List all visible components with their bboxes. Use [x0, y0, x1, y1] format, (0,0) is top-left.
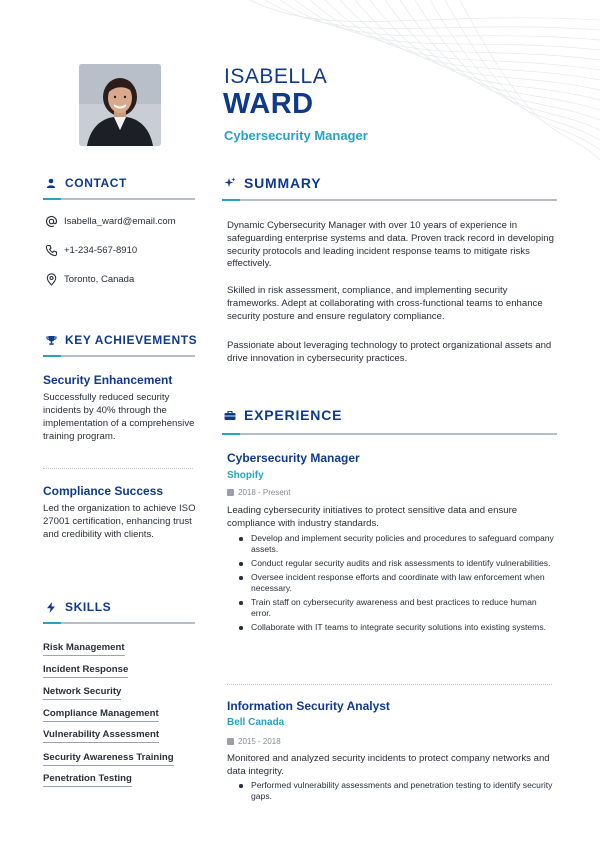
- calendar-icon: [227, 489, 234, 496]
- job-dates-text: 2018 - Present: [238, 488, 291, 497]
- experience-divider: [227, 684, 552, 685]
- job-bullet: Train staff on cybersecurity awareness and best practices to reduce human error.: [238, 597, 558, 619]
- achievement-title: Security Enhancement: [43, 373, 173, 387]
- skills-heading-label: SKILLS: [65, 600, 112, 614]
- contact-phone[interactable]: [45, 244, 137, 257]
- achievement-divider: [43, 468, 193, 469]
- achievement-title: Compliance Success: [43, 484, 164, 498]
- job-bullets: [238, 533, 558, 636]
- last-name: WARD: [223, 88, 314, 120]
- job-dates: [227, 488, 290, 497]
- job-bullet: Oversee incident response efforts and coordinate with law enforcement when necessary.: [238, 572, 558, 594]
- summary-paragraph: Passionate about leveraging technology to protect organizational assets and drive innovation in cybersecurity practices.: [227, 340, 552, 364]
- user-icon: [45, 177, 57, 189]
- phone-icon: [45, 244, 58, 257]
- job-role: Information Security Analyst: [227, 699, 390, 713]
- profile-photo: [79, 64, 161, 146]
- achievements-heading: [45, 333, 197, 347]
- contact-rule: [43, 198, 195, 200]
- skill-item: Vulnerability Assessment: [43, 729, 159, 743]
- summary-heading-label: SUMMARY: [244, 175, 322, 191]
- job-role: Cybersecurity Manager: [227, 451, 360, 465]
- skill-item: Network Security: [43, 686, 121, 700]
- skill-item: Risk Management: [43, 642, 125, 656]
- skill-item: Penetration Testing: [43, 773, 132, 787]
- job-summary: Monitored and analyzed security incidents to protect company networks and data integrity.: [227, 753, 550, 777]
- skills-rule: [43, 622, 195, 624]
- summary-heading: [224, 175, 321, 191]
- achievements-rule: [43, 355, 195, 357]
- experience-rule: [222, 433, 557, 435]
- map-pin-icon: [45, 273, 58, 286]
- achievement-description: Led the organization to achieve ISO 27001 certification, enhancing trust and credibility with clients.: [43, 503, 196, 540]
- skills-heading: [45, 600, 111, 614]
- experience-heading-label: EXPERIENCE: [244, 407, 343, 423]
- achievements-heading-label: KEY ACHIEVEMENTS: [65, 333, 198, 347]
- briefcase-icon: [224, 409, 236, 421]
- job-company: Shopify: [227, 470, 264, 481]
- summary-paragraph: Dynamic Cybersecurity Manager with over 10 years of experience in safeguarding enterprise systems and data. Proven track record in developing security protocols and leading incident response teams to mitigate risks effectively.: [227, 220, 554, 270]
- job-title: Cybersecurity Manager: [224, 128, 368, 143]
- sparkle-icon: [224, 177, 236, 189]
- job-bullet: Develop and implement security policies and procedures to safeguard company assets.: [238, 533, 558, 555]
- calendar-icon: [227, 738, 234, 745]
- job-dates: [227, 737, 281, 746]
- skill-item: Compliance Management: [43, 708, 159, 722]
- contact-location: [45, 273, 134, 286]
- job-bullets: [238, 780, 558, 805]
- job-bullet: Collaborate with IT teams to integrate security solutions into existing systems.: [238, 622, 558, 633]
- email-text: Isabella_ward@email.com: [64, 216, 176, 227]
- job-bullet: Conduct regular security audits and risk assessments to identify vulnerabilities.: [238, 558, 558, 569]
- lightning-icon: [45, 601, 57, 613]
- contact-heading: [45, 176, 127, 190]
- location-text: Toronto, Canada: [64, 274, 135, 285]
- job-dates-text: 2015 - 2018: [238, 737, 281, 746]
- job-bullet: Performed vulnerability assessments and penetration testing to identify security gaps.: [238, 780, 558, 802]
- skill-item: Incident Response: [43, 664, 128, 678]
- achievement-description: Successfully reduced security incidents by 40% through the implementation of a comprehensive training program.: [43, 392, 195, 442]
- contact-heading-label: CONTACT: [65, 176, 127, 190]
- job-company: Bell Canada: [227, 717, 285, 728]
- first-name: ISABELLA: [224, 65, 328, 88]
- phone-text: +1-234-567-8910: [64, 245, 138, 256]
- skill-item: Security Awareness Training: [43, 752, 174, 766]
- job-summary: Leading cybersecurity initiatives to protect sensitive data and ensure compliance with industry standards.: [227, 505, 518, 529]
- at-sign-icon: [45, 215, 58, 228]
- experience-heading: [224, 407, 342, 423]
- summary-paragraph: Skilled in risk assessment, compliance, and implementing security frameworks. Adept at collaborating with cross-functional teams to enhance security posture and ensure regulatory compliance.: [227, 285, 543, 322]
- summary-rule: [222, 199, 557, 201]
- contact-email[interactable]: [45, 215, 176, 228]
- trophy-icon: [45, 334, 57, 346]
